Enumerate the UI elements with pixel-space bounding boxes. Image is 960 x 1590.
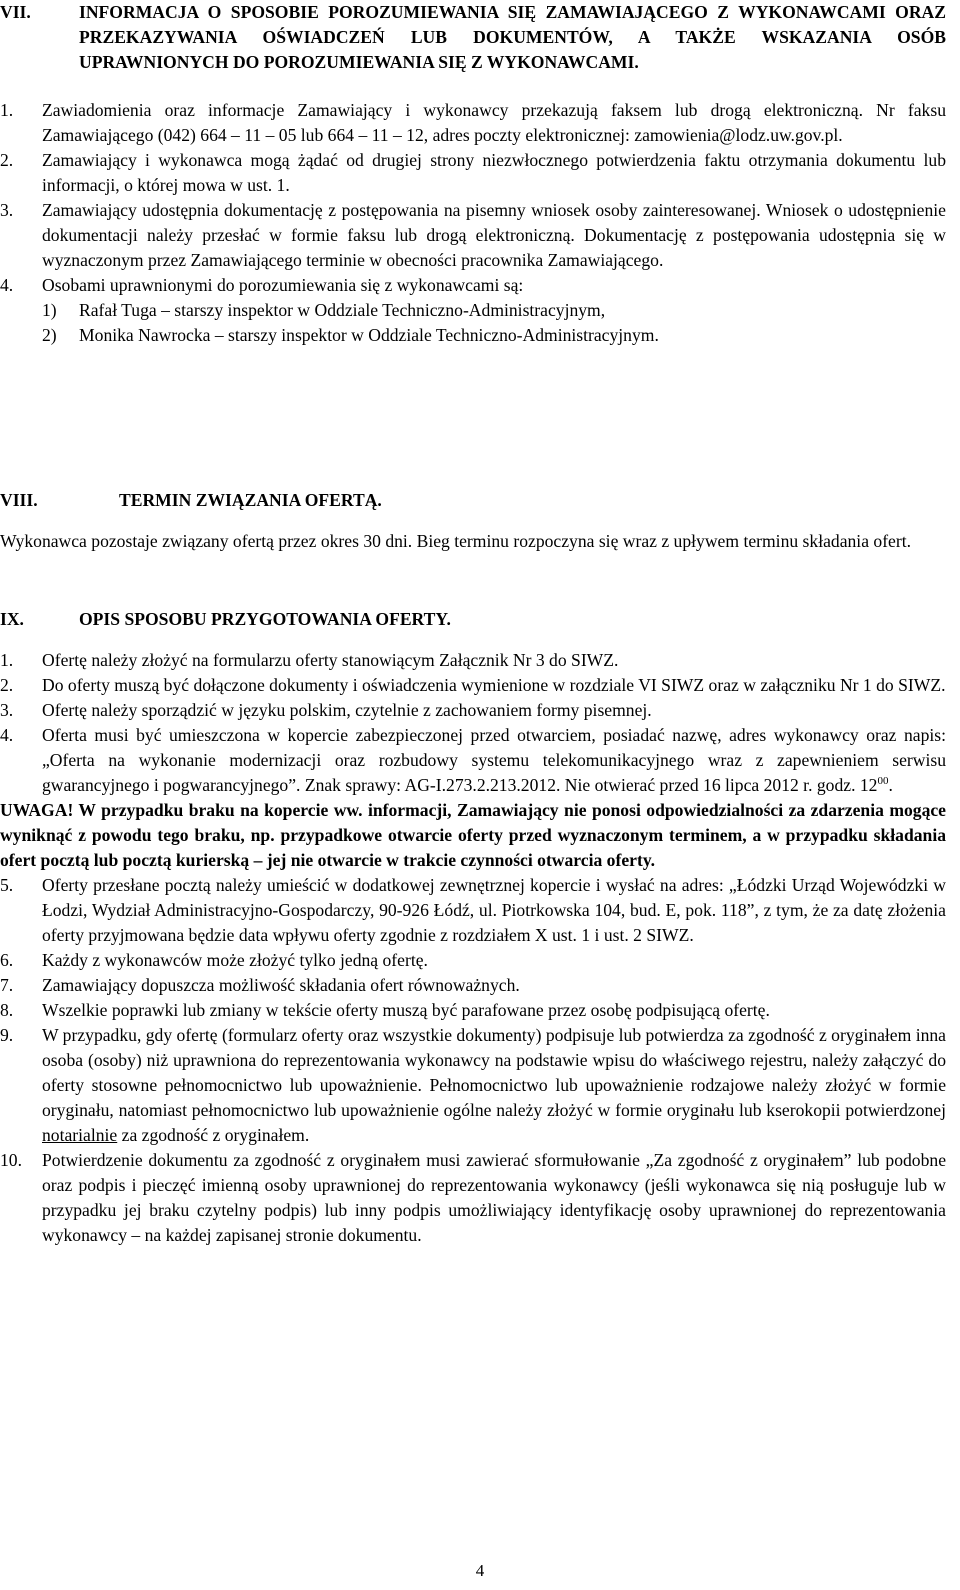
list-item: 1. Ofertę należy złożyć na formularzu oferty stanowiącym Załącznik Nr 3 do SIWZ. bbox=[0, 650, 619, 670]
section-number: VII. bbox=[0, 2, 31, 22]
warning-note: UWAGA! W przypadku braku na kopercie ww. informacji, Zamawiający nie ponosi odpowiedzialności za zdarzenia mogące wyniknąć z powodu tego braku, np. przypadkowe otwarcie oferty przed wyznaczonym terminem, a w przypadku składania ofert pocztą lub pocztą kurierską – jej nie otwarcie w trakcie czynności otwarcia oferty. bbox=[0, 800, 946, 870]
section-ix-heading bbox=[0, 607, 946, 632]
list-item: 2. Do oferty muszą być dołączone dokumenty i oświadczenia wymienione w rozdziale VI SIWZ oraz w załączniku Nr 1 do SIWZ. bbox=[0, 675, 946, 695]
section-vii-heading bbox=[0, 0, 946, 75]
section-vii bbox=[0, 0, 946, 348]
list-item: 3. Ofertę należy sporządzić w języku polskim, czytelnie z zachowaniem formy pisemnej. bbox=[0, 700, 652, 720]
list-item: 1. Zawiadomienia oraz informacje Zamawiający i wykonawcy przekazują faksem lub drogą elektroniczną. Nr faksu Zamawiającego (042) 664 – 11 – 05 lub 664 – 11 – 12, adres poczty elektronicznej: zamowienia@lodz.uw.gov.pl. bbox=[0, 100, 946, 145]
list-item: 4. Osobami uprawnionymi do porozumiewania się z wykonawcami są: bbox=[0, 275, 524, 295]
list-item: 9. W przypadku, gdy ofertę (formularz oferty oraz wszystkie dokumenty) podpisuje lub potwierdza za zgodność z oryginałem inna osoba (osoby) niż uprawniona do reprezentowania wykonawcy na podstawie wpisu do właściwego rejestru, należy załączyć do oferty stosowne pełnomocnictwo lub upoważnienie. Pełnomocnictwo lub upoważnienie rodzajowe należy złożyć w formie oryginału, natomiast pełnomocnictwo lub upoważnienie ogólne należy złożyć w formie oryginału lub kserokopii potwierdzonej notarialnie za zgodność z oryginałem. bbox=[0, 1025, 946, 1145]
list-item: 5. Oferty przesłane pocztą należy umieścić w dodatkowej zewnętrznej kopercie i wysłać na adres: „Łódzki Urząd Wojewódzki w Łodzi, Wydział Administracyjno-Gospodarczy, 90-926 Łódź, ul. Piotrkowska 104, bud. E, pok. 118”, z tym, że za datę złożenia oferty przyjmowana będzie data wpływu oferty zgodnie z rozdziałem X ust. 1 i ust. 2 SIWZ. bbox=[0, 875, 946, 945]
section-title: TERMIN ZWIĄZANIA OFERTĄ. bbox=[119, 490, 382, 510]
list-item: 7. Zamawiający dopuszcza możliwość składania ofert równoważnych. bbox=[0, 975, 520, 995]
list-item: 6. Każdy z wykonawców może złożyć tylko jedną ofertę. bbox=[0, 950, 428, 970]
list-item: 3. Zamawiający udostępnia dokumentację z postępowania na pisemny wniosek osoby zainteresowanej. Wniosek o udostępnienie dokumentacji należy przesłać w formie faksu lub drogą elektroniczną. Dokumentację z postępowania udostępnia się w wyznaczonym przez Zamawiającego terminie w obecności pracownika Zamawiającego. bbox=[0, 200, 946, 270]
paragraph: Wykonawca pozostaje związany ofertą przez okres 30 dni. Bieg terminu rozpoczyna się wraz z upływem terminu składania ofert. bbox=[0, 531, 912, 551]
list-item: 10. Potwierdzenie dokumentu za zgodność z oryginałem musi zawierać sformułowanie „Za zgodność z oryginałem” lub podobne oraz podpis i pieczęć imienną osoby uprawnionej do reprezentowania wykonawcy (jeśli wykonawca się nią posługuje lub w przypadku jej braku czytelny podpis) lub inny podpis umożliwiający identyfikację osoby uprawnionej do reprezentowania wykonawcy – na każdej zapisanej stronie dokumentu. bbox=[0, 1150, 946, 1245]
list-item: 2. Zamawiający i wykonawca mogą żądać od drugiej strony niezwłocznego potwierdzenia faktu otrzymania dokumentu lub informacji, o której mowa w ust. 1. bbox=[0, 150, 946, 195]
list-item: 8. Wszelkie poprawki lub zmiany w tekście oferty muszą być parafowane przez osobę podpisującą ofertę. bbox=[0, 1000, 770, 1020]
section-viii-heading bbox=[0, 488, 946, 513]
person-item: 1) Rafał Tuga – starszy inspektor w Oddziale Techniczno-Administracyjnym, bbox=[42, 300, 606, 320]
page-number: 4 bbox=[475, 1561, 485, 1580]
section-number: VIII. bbox=[0, 490, 38, 510]
list-item: 4. Oferta musi być umieszczona w kopercie zabezpieczonej przed otwarciem, posiadać nazwę, adres wykonawcy oraz napis: „Oferta na wykonanie modernizacji oraz rozbudowy systemu telekomunikacyjnego wraz z zapewnieniem serwisu gwarancyjnego i pogwarancyjnego”. Znak sprawy: AG-I.273.2.213.2012. Nie otwierać przed 16 lipca 2012 r. godz. $12^{00}$. bbox=[0, 725, 946, 795]
person-item: 2) Monika Nawrocka – starszy inspektor w Oddziale Techniczno-Administracyjnym. bbox=[42, 325, 659, 345]
section-title: OPIS SPOSOBU PRZYGOTOWANIA OFERTY. bbox=[79, 609, 451, 629]
section-viii bbox=[0, 488, 946, 554]
section-number: IX. bbox=[0, 609, 24, 629]
section-title: INFORMACJA O SPOSOBIE POROZUMIEWANIA SIĘ ZAMAWIAJĄCEGO Z WYKONAWCAMI ORAZ PRZEKAZYWANIA OŚWIADCZEŃ LUB DOKUMENTÓW, A TAKŻE WSKAZANIA OSÓB UPRAWNIONYCH DO POROZUMIEWANIA SIĘ Z WYKONAWCAMI. bbox=[79, 2, 946, 72]
section-ix bbox=[0, 607, 946, 1248]
